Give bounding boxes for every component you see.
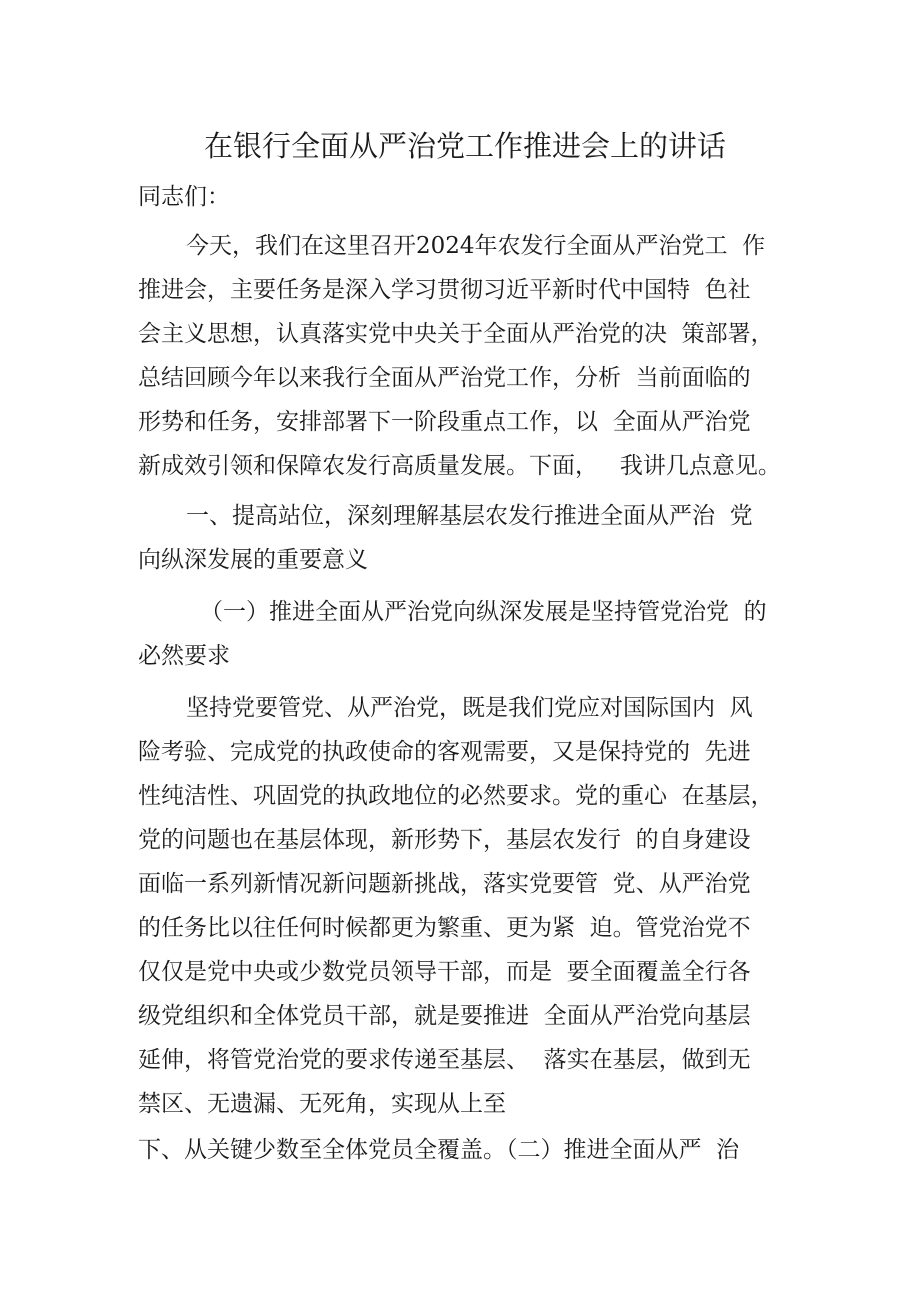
section-heading: 向纵深发展的重要意义 — [138, 547, 368, 573]
section-heading: 一、提高站位，深刻理解基层农发行推进全面从严治 党 — [186, 503, 753, 529]
paragraph-line: 推进会，主要任务是深入学习贯彻习近平新时代中国特 色社 — [138, 277, 751, 303]
paragraph-line: 的任务比以往任何时候都更为繁重、更为紧 迫。管党治党不 — [138, 915, 751, 941]
paragraph-line: 面临一系列新情况新问题新挑战，落实党要管 党、从严治党 — [138, 871, 751, 897]
document-title: 在银行全面从严治党工作推进会上的讲话 — [203, 129, 726, 163]
paragraph-line: 坚持党要管党、从严治党，既是我们党应对国际国内 风 — [186, 695, 753, 721]
paragraph-line: 延伸，将管党治党的要求传递至基层、 落实在基层，做到无 — [138, 1047, 751, 1073]
paragraph-line: 总结回顾今年以来我行全面从严治党工作，分析 当前面临的 — [138, 365, 751, 391]
paragraph-line: 级党组织和全体党员干部，就是要推进 全面从严治党向基层 — [138, 1003, 751, 1029]
paragraph-line: 性纯洁性、巩固党的执政地位的必然要求。党的重心 在基层， — [138, 783, 774, 809]
paragraph-line: 仅仅是党中央或少数党员领导干部，而是 要全面覆盖全行各 — [138, 959, 751, 985]
paragraph-line: 下、从关键少数至全体党员全覆盖。（二）推进全面从严 治 — [138, 1137, 740, 1163]
subsection-heading: （一）推进全面从严治党向纵深发展是坚持管党治党 的 — [200, 599, 767, 625]
paragraph-line: 禁区、无遗漏、无死角，实现从上至 — [138, 1091, 506, 1117]
paragraph-line: 今天，我们在这里召开2024年农发行全面从严治党工 作 — [186, 233, 766, 259]
subsection-heading: 必然要求 — [138, 643, 230, 669]
paragraph-line: 党的问题也在基层体现，新形势下，基层农发行 的自身建设 — [138, 827, 751, 853]
paragraph-line: 新成效引领和保障农发行高质量发展。下面， 我讲几点意见。 — [138, 453, 781, 479]
salutation: 同志们： — [138, 184, 230, 210]
paragraph-line: 形势和任务，安排部署下一阶段重点工作，以 全面从严治党 — [138, 409, 751, 435]
paragraph-line: 会主义思想，认真落实党中央关于全面从严治党的决 策部署， — [138, 321, 774, 347]
paragraph-line: 险考验、完成党的执政使命的客观需要，又是保持党的 先进 — [138, 739, 751, 765]
